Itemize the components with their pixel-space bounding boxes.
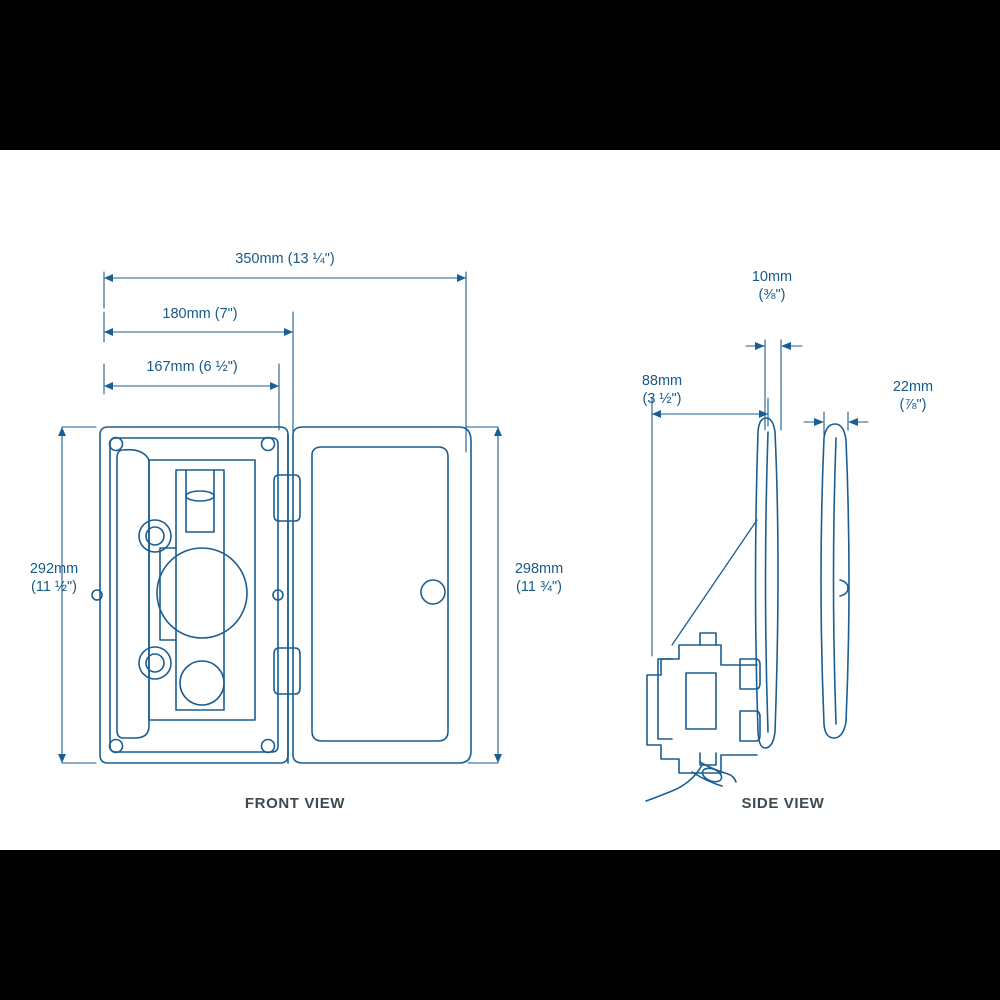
arrow-10-left [755,342,765,350]
dim-label-inner-width: 180mm (7") [162,306,238,322]
dim-label-left-height [0,560,108,596]
side-cable-gland [700,766,723,785]
front-view-caption: FRONT VIEW [244,795,346,812]
arrow-167-left [104,382,113,390]
side-inner-block [686,673,716,729]
corner-boss-bl [110,740,123,753]
dim-label-door-thickness-in: (⅞") [899,397,927,414]
front-left-inner-rim [110,438,278,752]
front-mechanism-left-bracket [160,548,176,640]
front-mechanism-oval-slot [186,491,214,501]
arrow-298-top [494,427,502,436]
arrow-298-bottom [494,754,502,763]
side-door-latch [840,580,848,596]
side-mechanism-rear [658,659,672,739]
dim-label-flange-thickness [712,268,832,304]
dim-label-overall-width: 350mm (13 ¼") [235,251,335,267]
side-body-taper-upper [672,520,757,645]
front-left-center-panel [149,460,255,720]
front-left-enclosure-outline [100,427,288,763]
arrow-350-right [457,274,466,282]
side-flange-inner-edge [766,432,769,732]
dim-label-aperture-width: 167mm (6 ½") [146,359,238,375]
dim-label-flange-thickness-in: (⅜") [758,287,786,304]
corner-boss-tr [262,438,275,451]
dim-label-body-depth-mm: 88mm [641,373,683,389]
arrow-22-right [848,418,858,426]
arrow-167-right [270,382,279,390]
drawing-sheet [0,150,1000,850]
dim-label-flange-thickness-mm: 10mm [751,269,793,285]
arrow-292-bottom [58,754,66,763]
dim-label-right-height-mm: 298mm [514,561,564,577]
arrow-88-left [652,410,661,418]
side-view-caption: SIDE VIEW [741,795,825,812]
front-door-inset-panel [312,447,448,741]
front-socket-lower [139,647,171,679]
front-mechanism-body [176,470,224,710]
arrow-180-right [284,328,293,336]
side-view-group [646,418,849,801]
front-socket-upper [139,520,171,552]
front-lower-port [180,661,224,705]
ext-10 [765,340,781,430]
side-door-inner-edge [834,438,837,724]
dim-label-door-thickness-mm: 22mm [892,379,934,395]
arrow-10-right [781,342,791,350]
ext-88 [652,398,768,656]
arrow-350-left [104,274,113,282]
front-main-dial [157,548,247,638]
dim-label-right-height [480,560,598,596]
side-stub-upper [700,633,716,645]
technical-drawing [0,150,1000,850]
dim-label-body-depth [602,372,722,408]
arrow-292-top [58,427,66,436]
front-view-group [92,427,471,763]
arrow-22-left [814,418,824,426]
corner-boss-br [262,740,275,753]
dim-label-body-depth-in: (3 ½") [642,391,682,408]
corner-boss-tl [110,438,123,451]
dim-label-left-height-mm: 292mm [29,561,79,577]
dim-label-left-height-in: (11 ½") [31,579,77,596]
dim-label-door-thickness [858,378,968,414]
dim-label-right-height-in: (11 ¾") [516,579,562,596]
arrow-180-left [104,328,113,336]
front-door-latch-knob [421,580,445,604]
arrow-88-right [759,410,768,418]
front-left-side-pocket [117,450,149,738]
front-dimension-lines [58,272,502,763]
